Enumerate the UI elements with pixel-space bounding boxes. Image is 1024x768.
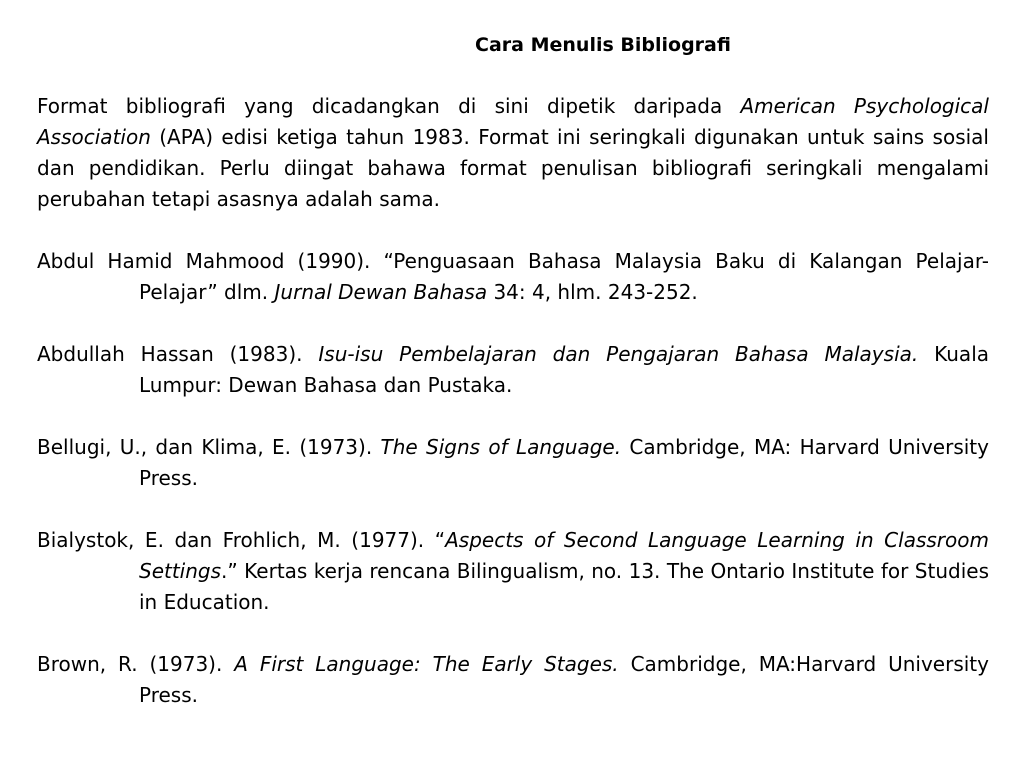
intro-text-1: Format bibliografi yang dicadangkan di sini dipetik daripada: [37, 94, 741, 118]
reference-entry: [37, 525, 989, 618]
reference-text: 34: 4, hlm. 243-252.: [487, 280, 698, 304]
reference-entry: [37, 339, 989, 401]
page-title: Cara Menulis Bibliografi: [475, 34, 731, 56]
intro-text-italic: American Psychological Association: [37, 94, 989, 149]
reference-entry: [37, 246, 989, 308]
intro-paragraph: [37, 91, 989, 215]
reference-italic-title: Aspects of Second Language Learning in Classroom Settings: [139, 528, 989, 583]
reference-text: Bialystok, E. dan Frohlich, M. (1977). “: [37, 528, 446, 552]
document-page: [37, 30, 989, 711]
reference-text: Abdul Hamid Mahmood (1990). “Penguasaan Bahasa Malaysia Baku di Kalangan Pelajar-Pelajar” dlm.: [37, 249, 989, 304]
reference-italic-title: The Signs of Language.: [380, 435, 622, 459]
reference-text: Bellugi, U., dan Klima, E. (1973).: [37, 435, 381, 459]
intro-text-2: (APA) edisi ketiga tahun 1983. Format ini seringkali digunakan untuk sains sosial dan pendidikan. Perlu diingat bahawa format penulisan bibliografi seringkali mengalami perubahan tetapi asasnya adalah sama.: [37, 125, 989, 211]
reference-text: Brown, R. (1973).: [37, 652, 235, 676]
reference-entry: [37, 649, 989, 711]
reference-italic-title: Jurnal Dewan Bahasa: [274, 280, 488, 304]
reference-text: .” Kertas kerja rencana Bilingualism, no. 13. The Ontario Institute for Studies in Education.: [139, 559, 989, 614]
reference-italic-title: Isu-isu Pembelajaran dan Pengajaran Bahasa Malaysia.: [318, 342, 919, 366]
reference-entry: [37, 432, 989, 494]
reference-text: Kuala Lumpur: Dewan Bahasa dan Pustaka.: [139, 342, 990, 397]
reference-italic-title: A First Language: The Early Stages.: [234, 652, 619, 676]
reference-text: Abdullah Hassan (1983).: [37, 342, 319, 366]
reference-text: Cambridge, MA:Harvard University Press.: [139, 652, 989, 707]
reference-text: Cambridge, MA: Harvard University Press.: [139, 435, 989, 490]
